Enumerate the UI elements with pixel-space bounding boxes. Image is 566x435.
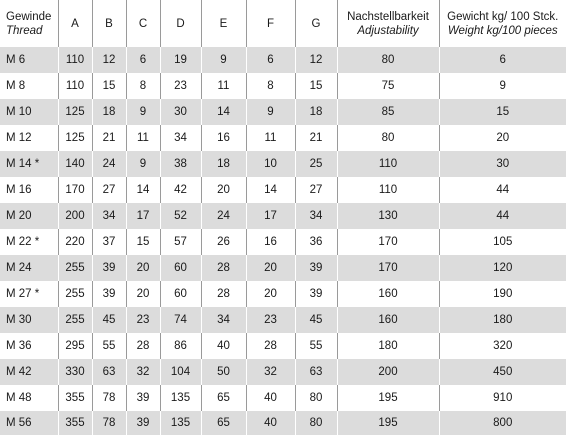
header-e-label: E xyxy=(220,18,228,30)
cell-d: 42 xyxy=(160,177,201,203)
cell-c: 28 xyxy=(126,333,160,359)
header-b xyxy=(92,0,126,47)
cell-f: 14 xyxy=(246,177,295,203)
cell-a: 355 xyxy=(58,411,92,435)
cell-c: 39 xyxy=(126,411,160,435)
cell-e: 14 xyxy=(201,99,246,125)
table-row xyxy=(0,385,566,411)
cell-d: 34 xyxy=(160,125,201,151)
header-adjustability-en: Adjustability xyxy=(338,24,439,38)
cell-g: 21 xyxy=(295,125,337,151)
cell-e: 28 xyxy=(201,281,246,307)
header-a xyxy=(58,0,92,47)
cell-weight: 44 xyxy=(439,203,566,229)
table-row xyxy=(0,151,566,177)
cell-c: 23 xyxy=(126,307,160,333)
table-header xyxy=(0,0,566,47)
cell-weight: 44 xyxy=(439,177,566,203)
cell-e: 24 xyxy=(201,203,246,229)
header-thread-en: Thread xyxy=(6,24,58,38)
cell-thread: M 6 xyxy=(0,47,58,73)
cell-thread: M 8 xyxy=(0,73,58,99)
cell-b: 63 xyxy=(92,359,126,385)
header-g-label: G xyxy=(312,18,321,30)
header-thread-de: Gewinde xyxy=(6,10,58,24)
cell-adjustability: 75 xyxy=(337,73,439,99)
header-d xyxy=(160,0,201,47)
cell-g: 39 xyxy=(295,281,337,307)
cell-b: 24 xyxy=(92,151,126,177)
cell-c: 8 xyxy=(126,73,160,99)
cell-b: 78 xyxy=(92,411,126,435)
cell-b: 27 xyxy=(92,177,126,203)
table-body xyxy=(0,47,566,435)
header-adjustability xyxy=(337,0,439,47)
cell-g: 36 xyxy=(295,229,337,255)
cell-adjustability: 180 xyxy=(337,333,439,359)
cell-weight: 20 xyxy=(439,125,566,151)
cell-a: 125 xyxy=(58,99,92,125)
cell-d: 74 xyxy=(160,307,201,333)
cell-g: 45 xyxy=(295,307,337,333)
cell-e: 50 xyxy=(201,359,246,385)
cell-f: 9 xyxy=(246,99,295,125)
cell-adjustability: 160 xyxy=(337,307,439,333)
cell-d: 52 xyxy=(160,203,201,229)
cell-weight: 800 xyxy=(439,411,566,435)
cell-f: 6 xyxy=(246,47,295,73)
cell-d: 104 xyxy=(160,359,201,385)
cell-thread: M 36 xyxy=(0,333,58,359)
cell-e: 28 xyxy=(201,255,246,281)
cell-f: 10 xyxy=(246,151,295,177)
cell-e: 65 xyxy=(201,411,246,435)
cell-d: 30 xyxy=(160,99,201,125)
cell-e: 18 xyxy=(201,151,246,177)
cell-c: 20 xyxy=(126,281,160,307)
cell-c: 6 xyxy=(126,47,160,73)
cell-weight: 105 xyxy=(439,229,566,255)
header-e xyxy=(201,0,246,47)
cell-d: 38 xyxy=(160,151,201,177)
cell-g: 12 xyxy=(295,47,337,73)
header-weight-en: Weight kg/100 pieces xyxy=(440,24,566,38)
cell-e: 9 xyxy=(201,47,246,73)
header-weight xyxy=(439,0,566,47)
cell-f: 40 xyxy=(246,385,295,411)
cell-a: 330 xyxy=(58,359,92,385)
cell-d: 135 xyxy=(160,385,201,411)
cell-a: 255 xyxy=(58,255,92,281)
header-a-label: A xyxy=(71,18,79,30)
cell-a: 140 xyxy=(58,151,92,177)
header-weight-de: Gewicht kg/ 100 Stck. xyxy=(440,10,566,24)
cell-a: 255 xyxy=(58,281,92,307)
table-row xyxy=(0,47,566,73)
cell-thread: M 14 * xyxy=(0,151,58,177)
cell-c: 17 xyxy=(126,203,160,229)
cell-weight: 6 xyxy=(439,47,566,73)
cell-adjustability: 170 xyxy=(337,229,439,255)
cell-thread: M 30 xyxy=(0,307,58,333)
cell-g: 80 xyxy=(295,385,337,411)
cell-b: 39 xyxy=(92,281,126,307)
cell-c: 15 xyxy=(126,229,160,255)
cell-f: 20 xyxy=(246,255,295,281)
cell-weight: 15 xyxy=(439,99,566,125)
cell-f: 40 xyxy=(246,411,295,435)
cell-adjustability: 80 xyxy=(337,47,439,73)
cell-b: 45 xyxy=(92,307,126,333)
table-row xyxy=(0,229,566,255)
cell-b: 78 xyxy=(92,385,126,411)
cell-b: 12 xyxy=(92,47,126,73)
cell-thread: M 42 xyxy=(0,359,58,385)
header-c-label: C xyxy=(139,18,147,30)
cell-thread: M 22 * xyxy=(0,229,58,255)
cell-g: 27 xyxy=(295,177,337,203)
cell-a: 255 xyxy=(58,307,92,333)
cell-adjustability: 110 xyxy=(337,151,439,177)
cell-f: 8 xyxy=(246,73,295,99)
header-f xyxy=(246,0,295,47)
cell-f: 20 xyxy=(246,281,295,307)
cell-f: 32 xyxy=(246,359,295,385)
cell-b: 21 xyxy=(92,125,126,151)
cell-a: 200 xyxy=(58,203,92,229)
cell-weight: 120 xyxy=(439,255,566,281)
cell-adjustability: 195 xyxy=(337,411,439,435)
cell-weight: 450 xyxy=(439,359,566,385)
table-row xyxy=(0,255,566,281)
header-d-label: D xyxy=(176,18,184,30)
cell-e: 65 xyxy=(201,385,246,411)
cell-a: 170 xyxy=(58,177,92,203)
cell-thread: M 27 * xyxy=(0,281,58,307)
cell-b: 37 xyxy=(92,229,126,255)
cell-d: 135 xyxy=(160,411,201,435)
table-row xyxy=(0,307,566,333)
table-row xyxy=(0,99,566,125)
cell-thread: M 48 xyxy=(0,385,58,411)
cell-d: 19 xyxy=(160,47,201,73)
table-row xyxy=(0,281,566,307)
cell-b: 15 xyxy=(92,73,126,99)
cell-thread: M 56 xyxy=(0,411,58,435)
cell-c: 39 xyxy=(126,385,160,411)
cell-g: 15 xyxy=(295,73,337,99)
cell-adjustability: 110 xyxy=(337,177,439,203)
table-row xyxy=(0,73,566,99)
cell-adjustability: 160 xyxy=(337,281,439,307)
cell-e: 26 xyxy=(201,229,246,255)
cell-b: 55 xyxy=(92,333,126,359)
cell-a: 295 xyxy=(58,333,92,359)
header-c xyxy=(126,0,160,47)
cell-f: 16 xyxy=(246,229,295,255)
cell-c: 32 xyxy=(126,359,160,385)
cell-weight: 320 xyxy=(439,333,566,359)
cell-thread: M 20 xyxy=(0,203,58,229)
cell-adjustability: 85 xyxy=(337,99,439,125)
cell-b: 39 xyxy=(92,255,126,281)
cell-f: 17 xyxy=(246,203,295,229)
cell-weight: 9 xyxy=(439,73,566,99)
cell-weight: 910 xyxy=(439,385,566,411)
cell-adjustability: 130 xyxy=(337,203,439,229)
cell-g: 25 xyxy=(295,151,337,177)
cell-e: 16 xyxy=(201,125,246,151)
cell-c: 11 xyxy=(126,125,160,151)
cell-g: 63 xyxy=(295,359,337,385)
table-row xyxy=(0,125,566,151)
cell-weight: 30 xyxy=(439,151,566,177)
cell-a: 110 xyxy=(58,47,92,73)
cell-g: 55 xyxy=(295,333,337,359)
cell-thread: M 24 xyxy=(0,255,58,281)
cell-thread: M 16 xyxy=(0,177,58,203)
cell-g: 80 xyxy=(295,411,337,435)
cell-b: 18 xyxy=(92,99,126,125)
cell-d: 23 xyxy=(160,73,201,99)
cell-d: 60 xyxy=(160,281,201,307)
cell-e: 11 xyxy=(201,73,246,99)
cell-a: 125 xyxy=(58,125,92,151)
cell-b: 34 xyxy=(92,203,126,229)
cell-d: 86 xyxy=(160,333,201,359)
cell-d: 57 xyxy=(160,229,201,255)
table-row xyxy=(0,203,566,229)
header-f-label: F xyxy=(267,18,274,30)
header-b-label: B xyxy=(105,18,113,30)
cell-adjustability: 195 xyxy=(337,385,439,411)
cell-a: 355 xyxy=(58,385,92,411)
cell-g: 34 xyxy=(295,203,337,229)
cell-thread: M 10 xyxy=(0,99,58,125)
cell-adjustability: 80 xyxy=(337,125,439,151)
cell-weight: 180 xyxy=(439,307,566,333)
cell-e: 34 xyxy=(201,307,246,333)
header-g xyxy=(295,0,337,47)
cell-c: 20 xyxy=(126,255,160,281)
cell-thread: M 12 xyxy=(0,125,58,151)
cell-e: 40 xyxy=(201,333,246,359)
cell-adjustability: 170 xyxy=(337,255,439,281)
cell-c: 14 xyxy=(126,177,160,203)
cell-a: 220 xyxy=(58,229,92,255)
cell-a: 110 xyxy=(58,73,92,99)
cell-adjustability: 200 xyxy=(337,359,439,385)
table-row xyxy=(0,177,566,203)
cell-e: 20 xyxy=(201,177,246,203)
table-row xyxy=(0,333,566,359)
cell-c: 9 xyxy=(126,99,160,125)
cell-g: 18 xyxy=(295,99,337,125)
cell-c: 9 xyxy=(126,151,160,177)
header-row xyxy=(0,0,566,47)
cell-f: 11 xyxy=(246,125,295,151)
cell-f: 23 xyxy=(246,307,295,333)
cell-weight: 190 xyxy=(439,281,566,307)
header-thread xyxy=(0,0,58,47)
table-row xyxy=(0,359,566,385)
cell-d: 60 xyxy=(160,255,201,281)
cell-g: 39 xyxy=(295,255,337,281)
header-adjustability-de: Nachstellbarkeit xyxy=(338,10,439,24)
cell-f: 28 xyxy=(246,333,295,359)
